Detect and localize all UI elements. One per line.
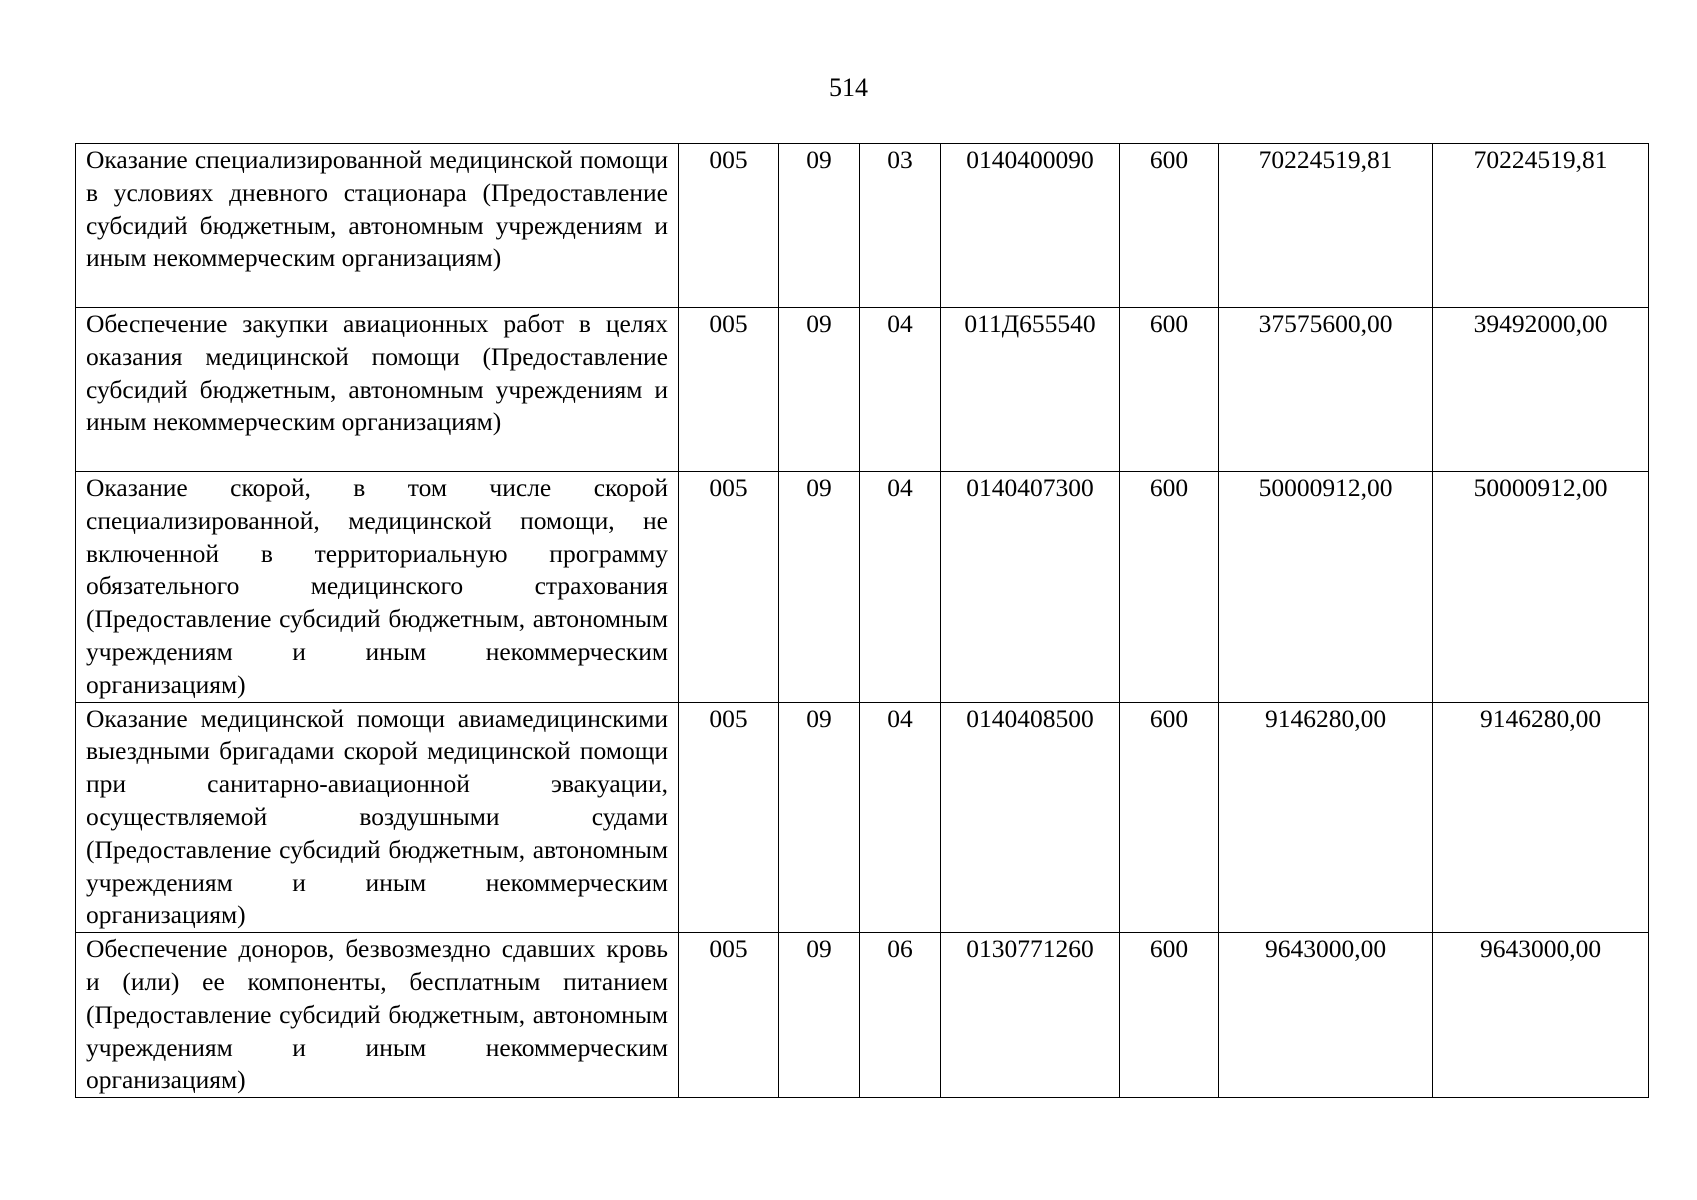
row-target-article: 011Д655540 xyxy=(941,308,1120,472)
table-row xyxy=(76,933,1649,1098)
row-amount-1: 9146280,00 xyxy=(1219,702,1433,933)
row-ministry-code: 005 xyxy=(679,933,779,1098)
table-row xyxy=(76,144,1649,308)
table-row xyxy=(76,308,1649,472)
table-row xyxy=(76,702,1649,933)
row-description: Обеспечение доноров, безвозмездно сдавших кровь и (или) ее компоненты, бесплатным питанием (Предоставление субсидий бюджетным, автономным учреждениям и иным некоммерческим организациям) xyxy=(76,933,679,1098)
row-section-code: 09 xyxy=(779,308,860,472)
row-amount-1: 37575600,00 xyxy=(1219,308,1433,472)
row-ministry-code: 005 xyxy=(679,144,779,308)
row-amount-2: 50000912,00 xyxy=(1433,472,1649,703)
row-ministry-code: 005 xyxy=(679,702,779,933)
row-description: Обеспечение закупки авиационных работ в целях оказания медицинской помощи (Предоставление субсидий бюджетным, автономным учреждениям и иным некоммерческим организациям) xyxy=(76,308,679,472)
row-ministry-code: 005 xyxy=(679,308,779,472)
row-expense-type: 600 xyxy=(1120,933,1219,1098)
row-target-article: 0140407300 xyxy=(941,472,1120,703)
row-subsection-code: 04 xyxy=(860,702,941,933)
row-description: Оказание специализированной медицинской помощи в условиях дневного стационара (Предоставление субсидий бюджетным, автономным учреждениям и иным некоммерческим организациям) xyxy=(76,144,679,308)
row-expense-type: 600 xyxy=(1120,472,1219,703)
row-subsection-code: 04 xyxy=(860,308,941,472)
row-amount-2: 70224519,81 xyxy=(1433,144,1649,308)
row-target-article: 0130771260 xyxy=(941,933,1120,1098)
row-amount-1: 50000912,00 xyxy=(1219,472,1433,703)
row-section-code: 09 xyxy=(779,702,860,933)
row-amount-2: 9643000,00 xyxy=(1433,933,1649,1098)
row-description: Оказание скорой, в том числе скорой специализированной, медицинской помощи, не включенной в территориальную программу обязательного медицинского страхования (Предоставление субсидий бюджетным, автономным учреждениям и иным некоммерческим организациям) xyxy=(76,472,679,703)
table-row xyxy=(76,472,1649,703)
row-target-article: 0140408500 xyxy=(941,702,1120,933)
row-section-code: 09 xyxy=(779,144,860,308)
budget-table xyxy=(75,143,1649,1098)
row-target-article: 0140400090 xyxy=(941,144,1120,308)
row-section-code: 09 xyxy=(779,933,860,1098)
row-description: Оказание медицинской помощи авиамедицинскими выездными бригадами скорой медицинской помощи при санитарно-авиационной эвакуации, осуществляемой воздушными судами (Предоставление субсидий бюджетным, автономным учреждениям и иным некоммерческим организациям) xyxy=(76,702,679,933)
page-number: 514 xyxy=(829,73,868,102)
row-subsection-code: 06 xyxy=(860,933,941,1098)
row-amount-2: 39492000,00 xyxy=(1433,308,1649,472)
row-amount-1: 70224519,81 xyxy=(1219,144,1433,308)
row-expense-type: 600 xyxy=(1120,702,1219,933)
row-subsection-code: 04 xyxy=(860,472,941,703)
row-section-code: 09 xyxy=(779,472,860,703)
row-expense-type: 600 xyxy=(1120,144,1219,308)
row-expense-type: 600 xyxy=(1120,308,1219,472)
row-amount-2: 9146280,00 xyxy=(1433,702,1649,933)
row-subsection-code: 03 xyxy=(860,144,941,308)
row-amount-1: 9643000,00 xyxy=(1219,933,1433,1098)
row-ministry-code: 005 xyxy=(679,472,779,703)
